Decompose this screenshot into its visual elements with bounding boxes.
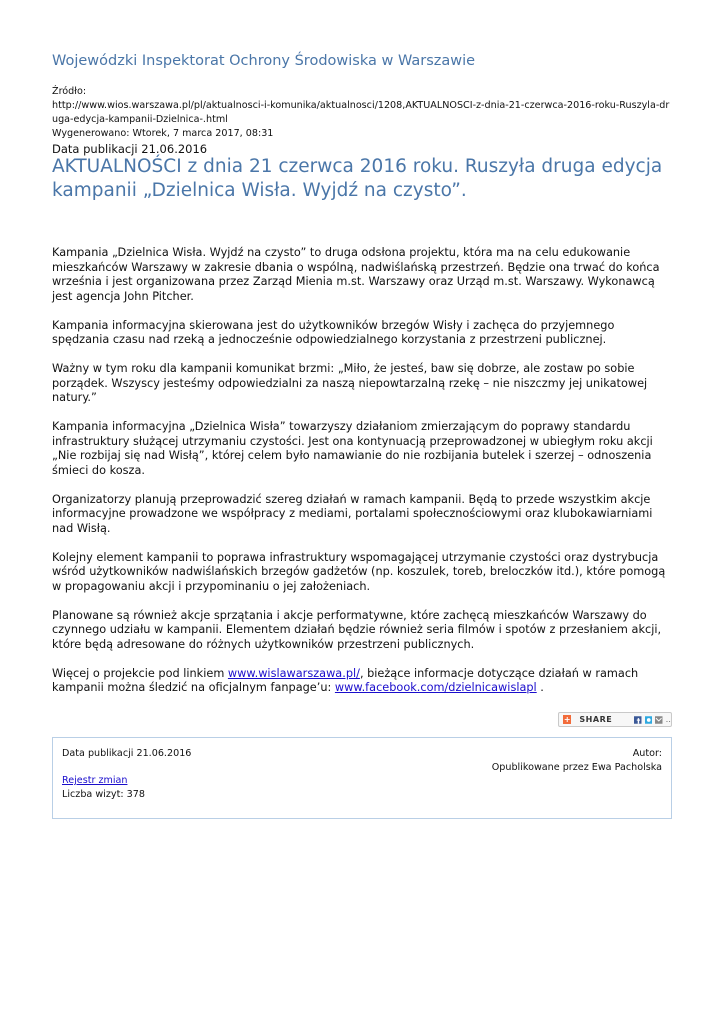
source-meta — [52, 85, 674, 141]
twitter-icon[interactable] — [645, 716, 652, 724]
facebook-link[interactable]: www.facebook.com/dzielnicawislapl — [334, 681, 537, 694]
text-after: . — [536, 681, 544, 694]
paragraph: Planowane są również akcje sprzątania i akcje performatywne, które zachęcą mieszkańców Warszawy do czynnego udziału w kampanii. Elementem działań będzie również seria filmów i spotów z przesłaniem akcji, które będą adresowane do różnych użytkowników przestrzeni publicznych. — [52, 608, 662, 651]
paragraph: Kolejny element kampanii to poprawa infrastruktury wspomagającej utrzymanie czystości oraz dystrybucja wśród użytkowników nadwiślańskich brzegów gadżetów (np. koszulek, toreb, breloczków itd.), które pomogą w propagowaniu akcji i przypominaniu o jej założeniach. — [52, 550, 666, 593]
article-title: AKTUALNOŚCI z dnia 21 czerwca 2016 roku. Ruszyła druga edycja kampanii „Dzielnica Wisła. Wyjdź na czysto”. — [52, 156, 663, 201]
paragraph: Kampania informacyjna „Dzielnica Wisła” towarzyszy działaniom zmierzającym do poprawy standardu infrastruktury służącej utrzymaniu czystości. Jest ona kontynuacją przeprowadzonej w ubiegłym roku akcji „Nie rozbijaj się nad Wisłą”, której celem było namawianie do nie rozbijania butelek i szerzej – odnoszenia śmieci do kosza. — [52, 420, 653, 477]
more-icon[interactable]: ‥ — [665, 715, 671, 724]
text-before: Więcej o projekcie pod linkiem — [52, 666, 228, 680]
org-title: Wojewódzki Inspektorat Ochrony Środowiska w Warszawie — [52, 53, 476, 69]
generated-date: Wygenerowano: Wtorek, 7 marca 2017, 08:31 — [52, 128, 274, 139]
paragraph: Kampania informacyjna skierowana jest do użytkowników brzegów Wisły i zachęca do przyjemnego spędzania czasu nad rzeką a jednocześnie odpowiedzialnego korzystania z przestrzeni publicznej. — [52, 318, 615, 346]
author-label: Autor: — [632, 748, 662, 759]
facebook-icon[interactable] — [634, 716, 641, 724]
footer-box — [52, 737, 672, 819]
visit-count: Liczba wizyt: 378 — [62, 789, 145, 800]
text-middle: , bieżące informacje dotyczące działań w ramach kampanii można śledzić na oficjalnym fanpage’u: — [52, 666, 639, 694]
paragraph: Ważny w tym roku dla kampanii komunikat brzmi: „Miło, że jesteś, baw się dobrze, ale zostaw po sobie porządek. Wszyscy jesteśmy odpowiedzialni za naszą niepowtarzalną rzekę – nie niszczmy jej unikatowej natury.” — [52, 362, 648, 404]
share-button[interactable] — [558, 712, 672, 727]
share-label: SHARE — [579, 715, 613, 724]
source-label: Źródło: — [52, 86, 87, 97]
article-body — [52, 246, 674, 710]
paragraph-links — [52, 667, 674, 696]
source-url: http://www.wios.warszawa.pl/pl/aktualnosci-i-komunika/aktualnosci/1208,AKTUALNOSCI-z-dnia-21-czerwca-2016-roku-Ruszyla-druga-edycja-kampanii-Dzielnica-.html — [52, 100, 670, 125]
paragraph: Organizatorzy planują przeprowadzić szereg działań w ramach kampanii. Będą to przede wszystkim akcje informacyjne prowadzone we współpracy z mediami, portalami społecznościowymi oraz klubokawiarniami nad Wisłą. — [52, 492, 653, 535]
plus-icon: + — [563, 715, 571, 724]
publication-date: Data publikacji 21.06.2016 — [52, 142, 208, 156]
paragraph: Kampania „Dzielnica Wisła. Wyjdź na czysto” to druga odsłona projektu, która ma na celu edukowanie mieszkańców Warszawy w zakresie dbania o wspólną, nadwiślańską przestrzeń. Będzie ona trwać do końca września i jest organizowana przez Zarząd Mienia m.st. Warszawy oraz Urząd m.st. Warszawy. Wykonawcą jest agencja John Pitcher. — [52, 246, 660, 303]
change-register-link[interactable]: Rejestr zmian — [62, 775, 128, 786]
footer-pubdate: Data publikacji 21.06.2016 — [62, 748, 192, 759]
published-by: Opublikowane przez Ewa Pacholska — [491, 762, 662, 773]
wislawarszawa-link[interactable]: www.wislawarszawa.pl/ — [227, 666, 360, 680]
mail-icon[interactable] — [655, 716, 662, 724]
